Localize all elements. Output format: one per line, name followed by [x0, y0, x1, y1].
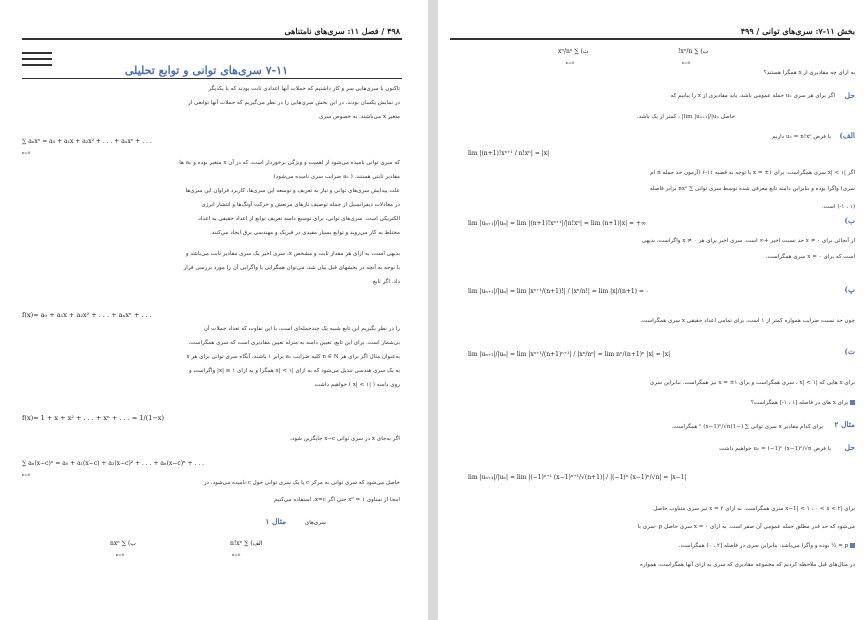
text-span: برای x های در فاصله [۱ ، ۱-] همگراست؟: [750, 400, 849, 406]
header-rule: [450, 38, 850, 40]
text-line: حاصل می‌شود که سری توانی به مرکز c یا یک سری توانی حول c نامیده می‌شود. در: [203, 480, 400, 486]
left-page: [0, 0, 428, 620]
text-line: بی‌شمار است. برای این تابع، تعیین دامنه به منزله تعیین مقادیری است که سری همگراست.: [188, 340, 400, 346]
end-of-proof-icon: [850, 543, 855, 548]
text-line: سری‌های: [304, 520, 326, 526]
text-line: مقادیر ثابتی هستند. ( aₙ ضرایب سری نامیده می‌شود): [273, 174, 400, 180]
example-2-label: مثال ۲: [834, 420, 855, 429]
text-line: با فرض uₙ = n!xⁿ داریم: [772, 134, 831, 140]
part-b-label: ب): [844, 216, 855, 225]
equation-part-p: lim |uₙ₊₁|/|uₙ| = lim |xⁿ⁺¹/(n+1)!| / |xⁿ/n!| = lim |x|/(n+1) = ۰: [468, 288, 650, 295]
text-line: اینجا از تساوی ۱ = x⁰ حتی اگر x=c، استفاده می‌کنیم: [274, 497, 400, 503]
solution-2-label: حل: [844, 443, 855, 452]
text-line: داد. اگر تابع: [373, 279, 400, 285]
text-line: در نمایش یکسان بودند. در این بخش سری‌هایی را در نظر می‌گیریم که جملات آنها توابعی از: [188, 100, 400, 106]
text-line: [679, 543, 855, 550]
section-underline: [22, 78, 402, 79]
section-rule-3: [22, 64, 52, 66]
equation-part-b: lim |uₙ₊₁|/|uₙ| = lim |(n+1)!xⁿ⁺¹|/|n!xⁿ| = lim (n+1)|x| = +∞: [468, 220, 646, 227]
right-page: [438, 0, 867, 620]
text-line: به ازای چه مقادیری از x همگرا هستند؟: [763, 70, 855, 76]
text-line: به‌عنوان مثال اگر برای هر n ∈ N کلیه ضرایب aₙ برابر ۱ باشند، آنگاه سری توانی برای هر x: [186, 354, 400, 360]
text-line: را در نظر بگیریم این تابع شبیه یک چندجمله‌ای است، با این تفاوت که تعداد جملات آن: [203, 326, 400, 332]
equation-geometric: f(x)= 1 + x + x² + . . . + xⁿ + . . . = 1/(1−x): [22, 414, 164, 422]
text-line: برای x هایی که |x| < ۱ ، سری همگراست و برای x = ±۱ نیز همگراست. بنابراین سری: [649, 380, 855, 386]
equation-limits: n=0: [22, 472, 31, 477]
end-of-proof-icon: [850, 400, 855, 405]
equation-limits: n=0: [116, 552, 125, 557]
part-p-label: پ): [844, 285, 855, 294]
text-line: برای |x−1| < ۱ ، ۰ < x < ۲ سری همگراست. به ازای x = ۲ نیز سری متناوب حاصل: [653, 506, 855, 512]
text-line: اگر برای هر سری uₙ جمله عمومی باشد، باید مقادیری از x را بیابیم که: [670, 93, 835, 99]
text-line: از آنجائی برای x ≠ ۰ حد نسبت اخیر +∞ است. سری اخیر برای هر x ≠ ۰ واگراست، بدیهی: [641, 238, 855, 244]
equation-fx: f(x)= a₀ + a₁x + a₂x² + . . . + aₙxⁿ + . . .: [22, 311, 152, 319]
section-rule-1: [22, 52, 52, 54]
text-line: تاکنون با سری‌هایی سر و کار داشتیم که جملات آنها اعدادی ثابت بودند که با یکدیگر: [208, 86, 400, 92]
page-gutter: [428, 0, 438, 620]
equation-part-t: lim |uₙ₊₁|/|uₙ| = lim |xⁿ⁺¹/(n+1)ⁿ⁺¹| / |xⁿ/nⁿ| = lim nⁿ/(n+1)ⁿ |x| = |x|: [468, 351, 671, 358]
left-page-header: ۴۹۸ / فصل ۱۱: سری‌های نامتناهی: [284, 26, 400, 36]
text-line: متغیر x می‌باشند. به خصوص سری: [319, 114, 400, 120]
equation-limits: n=0: [566, 60, 575, 65]
section-rule-2: [22, 58, 52, 60]
equation-centered-series: ∑ aₙ(x−c)ⁿ = a₀ + a₁(x−c) + a₂(x−c)² + . . . + aₙ(x−c)ⁿ + . . .: [22, 460, 205, 467]
equation-text: ∑ aₙxⁿ = a₀ + a₁x + a₂x² + . . . + aₙxⁿ + . . .: [22, 138, 152, 145]
text-line: برای کدام مقادیر x سری توانی ∑ (−1)ⁿ (x−1)ⁿ/√n همگراست.: [671, 424, 823, 430]
text-line: اگر |x| < ۱ سری همگراست. برای x = ±۱ با توجه به قضیه ۱۱-۶ (آزمون حد جمله n ام: [650, 170, 855, 176]
text-line: چون حد نسبت ضرایب همواره کمتر از ۱ است، برای تمامی اعداد حقیقی x سری همگراست.: [640, 318, 855, 324]
equation-limits: n=0: [22, 150, 31, 155]
example-1b: ب) ∑ nxⁿ: [110, 540, 136, 547]
text-line: الکتریکی است. سری‌های توانی، برای توسیع دامنه تعریف توابع از اعداد حقیقی به اعداد: [198, 216, 400, 222]
text-line: مختلط به کار می‌روند و توابع بسیار مفیدی در فیزیک و مهندسی برق ایجاد می‌کنند.: [210, 230, 400, 236]
text-line: در معادلات دیفرانسیل از جمله توصیف تارهای مرتعش و حرکت آونگ‌ها و انتشار انرژی: [201, 202, 400, 208]
text-line: (۱ ، ۱-) است.: [822, 204, 855, 210]
text-line: به یک سری هندسی تبدیل می‌شود که به ازای |x| < ۱ همگرا و به ازای ۱ ≤ |x| واگراست و: [189, 368, 400, 374]
text-line: [751, 400, 855, 407]
equation-part-a: lim |(n+1)!xⁿ⁺¹ / n!xⁿ| = |x|: [468, 150, 550, 157]
text-line: است که برای x = ۰ سری همگراست.: [765, 254, 855, 260]
text-line: علت پیدایش سری‌های توانی و نیاز به تعریف و توسعه این سری‌ها، کاربرد فراوان این سری‌ها: [185, 188, 400, 194]
equation-example-2: lim |uₙ₊₁|/|uₙ| = lim |(−1)ⁿ⁺¹ (x−1)ⁿ⁺¹/√(n+1)| / |(−1)ⁿ (x−1)ⁿ/√n| = |x−1|: [468, 474, 687, 481]
text-line: بدیهی است، به ازای هر مقدار ثابت و مشخص x، سری اخیر یک سری مقادیر ثابت می‌باشد و: [185, 251, 400, 257]
equation-limits: n=0: [682, 60, 691, 65]
text-span: p = ½ بوده و واگرا می‌باشد. بنابراین سری در فاصله [۲ ، ۰) همگراست.: [678, 543, 849, 549]
example-1t-series: ت) ∑ xⁿ/nⁿ: [558, 48, 589, 55]
solution-label: حل: [844, 91, 855, 100]
example-1a: الف) ∑ n!xⁿ: [230, 540, 263, 547]
text-line: با فرض uₙ = (−1)ⁿ (x−1)ⁿ/√n خواهیم داشت: [719, 446, 831, 452]
text-line: اگر به‌جای x در سری توانی x−c جایگزین شود،: [290, 436, 400, 442]
equation-limits: n=0: [232, 552, 241, 557]
text-line: با توجه به آنچه در بخشهای قبل بیان شد، می‌توان همگرایی یا واگرایی آن را مورد بررسی قرار: [183, 265, 400, 271]
text-line: می‌شود که حد قدر مطلق جمله عمومی آن صفر است. به ازای x = ۰ سری حاصل p -سری با: [637, 524, 855, 530]
text-line: سری) واگرا بوده و بنابراین دامنه تابع معرفی شده توسط سری توانی ∑ nxⁿ برابر فاصله: [649, 186, 855, 192]
text-line: در مثال‌های قبل ملاحظه کردیم که مجموعه مقادیری که سری به ازای آنها همگراست، همواره: [640, 562, 855, 568]
example-1b-series: ب) ∑ xⁿ/n!: [678, 48, 709, 55]
header-rule: [22, 38, 402, 40]
part-t-label: ت): [844, 347, 855, 356]
right-page-header: بخش ۱۱-۷: سری‌های توانی / ۴۹۹: [740, 26, 855, 36]
example-1-label: مثال ۱: [265, 517, 286, 526]
text-line: روی دامنه ( |x| < ۱ ) خواهیم داشت: [314, 382, 400, 388]
text-line: حاصل lim |uₙ₊₁|/|uₙ| ، کمتر از یک باشد.: [636, 114, 735, 120]
part-a-label: الف): [839, 131, 855, 140]
section-title: ۷-۱۱ سری‌های توانی و توابع تحلیلی: [124, 64, 288, 77]
text-line: که سری توانی نامیده می‌شود از اهمیت و ویژگی برخوردار است، که در آن x متغیر بوده و aₙ ها: [179, 160, 400, 166]
equation-power-series: [22, 138, 152, 145]
